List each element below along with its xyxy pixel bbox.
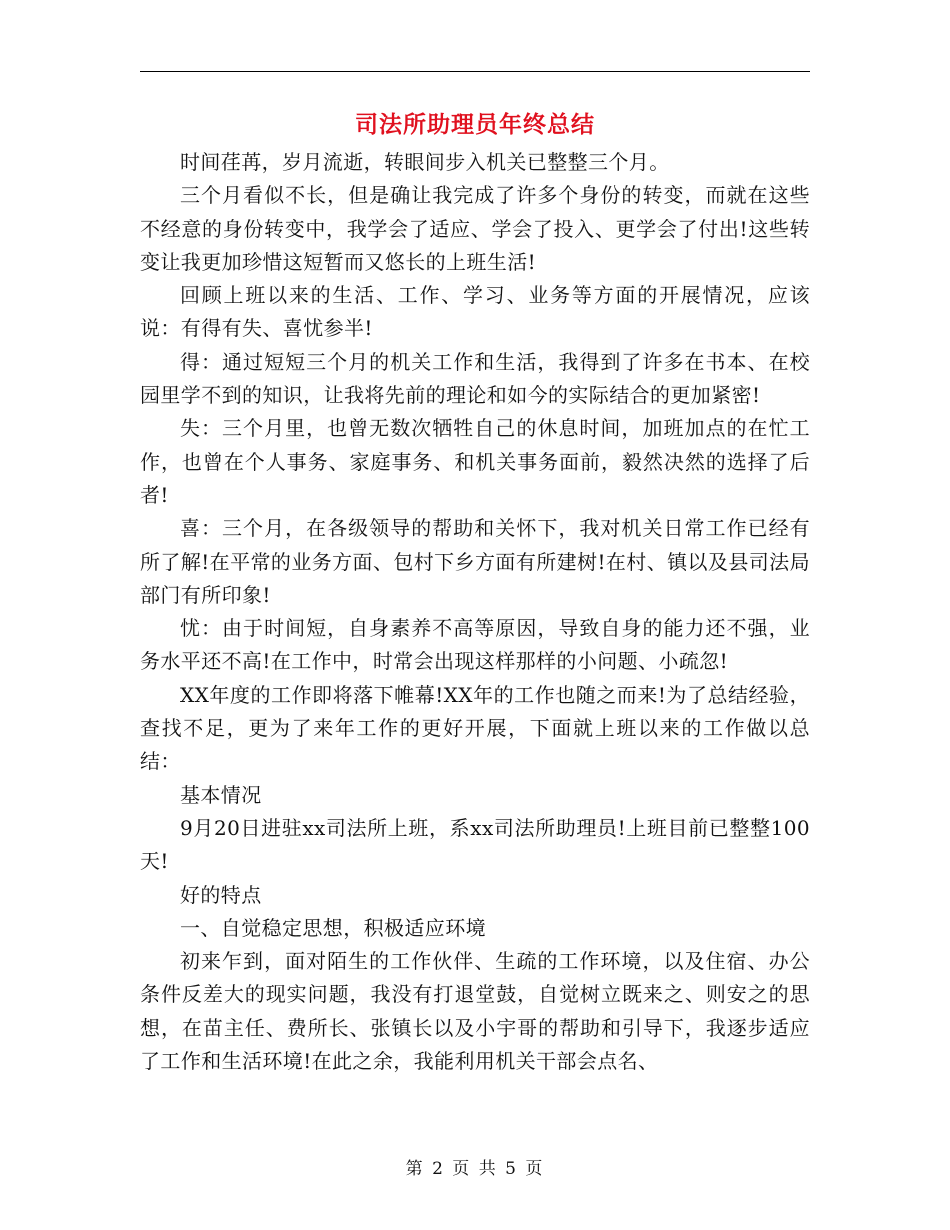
section-heading: 好的特点 [180, 882, 262, 907]
paragraph: 初来乍到，面对陌生的工作伙伴、生疏的工作环境，以及住宿、办公条件反差大的现实问题，我没有打退堂鼓，自觉树立既来之、则安之的思想，在苗主任、费所长、张镇长以及小宇哥的帮助和引导下，我逐步适应了工作和生活环境!在此之余，我能利用机关干部会点名、 [140, 949, 810, 1074]
page-prefix: 第 [405, 1159, 425, 1179]
paragraph: 回顾上班以来的生活、工作、学习、业务等方面的开展情况，应该说：有得有失、喜忧参半! [140, 283, 810, 341]
header-rule [140, 71, 810, 72]
paragraph: 忧：由于时间短，自身素养不高等原因，导致自身的能力还不强，业务水平还不高!在工作中，时常会出现这样那样的小问题、小疏忽! [140, 616, 810, 674]
page-total: 5 [505, 1159, 518, 1179]
subsection-heading: 一、自觉稳定思想，积极适应环境 [180, 915, 486, 940]
document-title: 司法所助理员年终总结 [355, 111, 595, 138]
paragraph: 失：三个月里，也曾无数次牺牲自己的休息时间，加班加点的在忙工作，也曾在个人事务、家庭事务、和机关事务面前，毅然决然的选择了后者! [140, 416, 810, 507]
paragraph: XX年度的工作即将落下帷幕!XX年的工作也随之而来!为了总结经验，查找不足，更为了来年工作的更好开展，下面就上班以来的工作做以总结： [140, 682, 810, 774]
paragraph: 时间荏苒，岁月流逝，转眼间步入机关已整整三个月。 [180, 150, 670, 174]
paragraph: 9月20日进驻xx司法所上班，系xx司法所助理员!上班目前已整整100天! [140, 815, 810, 874]
page-middle: 页 共 [452, 1159, 498, 1179]
document-body [140, 146, 810, 1078]
page-footer [0, 1154, 950, 1179]
page-current: 2 [432, 1159, 445, 1179]
paragraph: 得：通过短短三个月的机关工作和生活，我得到了许多在书本、在校园里学不到的知识，让我将先前的理论和如今的实际结合的更加紧密! [140, 349, 810, 408]
section-heading: 基本情况 [180, 782, 262, 807]
paragraph: 三个月看似不长，但是确让我完成了许多个身份的转变，而就在这些不经意的身份转变中，我学会了适应、学会了投入、更学会了付出!这些转变让我更加珍惜这短暂而又悠长的上班生活! [140, 183, 810, 274]
paragraph: 喜：三个月，在各级领导的帮助和关怀下，我对机关日常工作已经有所了解!在平常的业务方面、包村下乡方面有所建树!在村、镇以及县司法局部门有所印象! [140, 516, 810, 607]
page-suffix: 页 [525, 1159, 545, 1179]
